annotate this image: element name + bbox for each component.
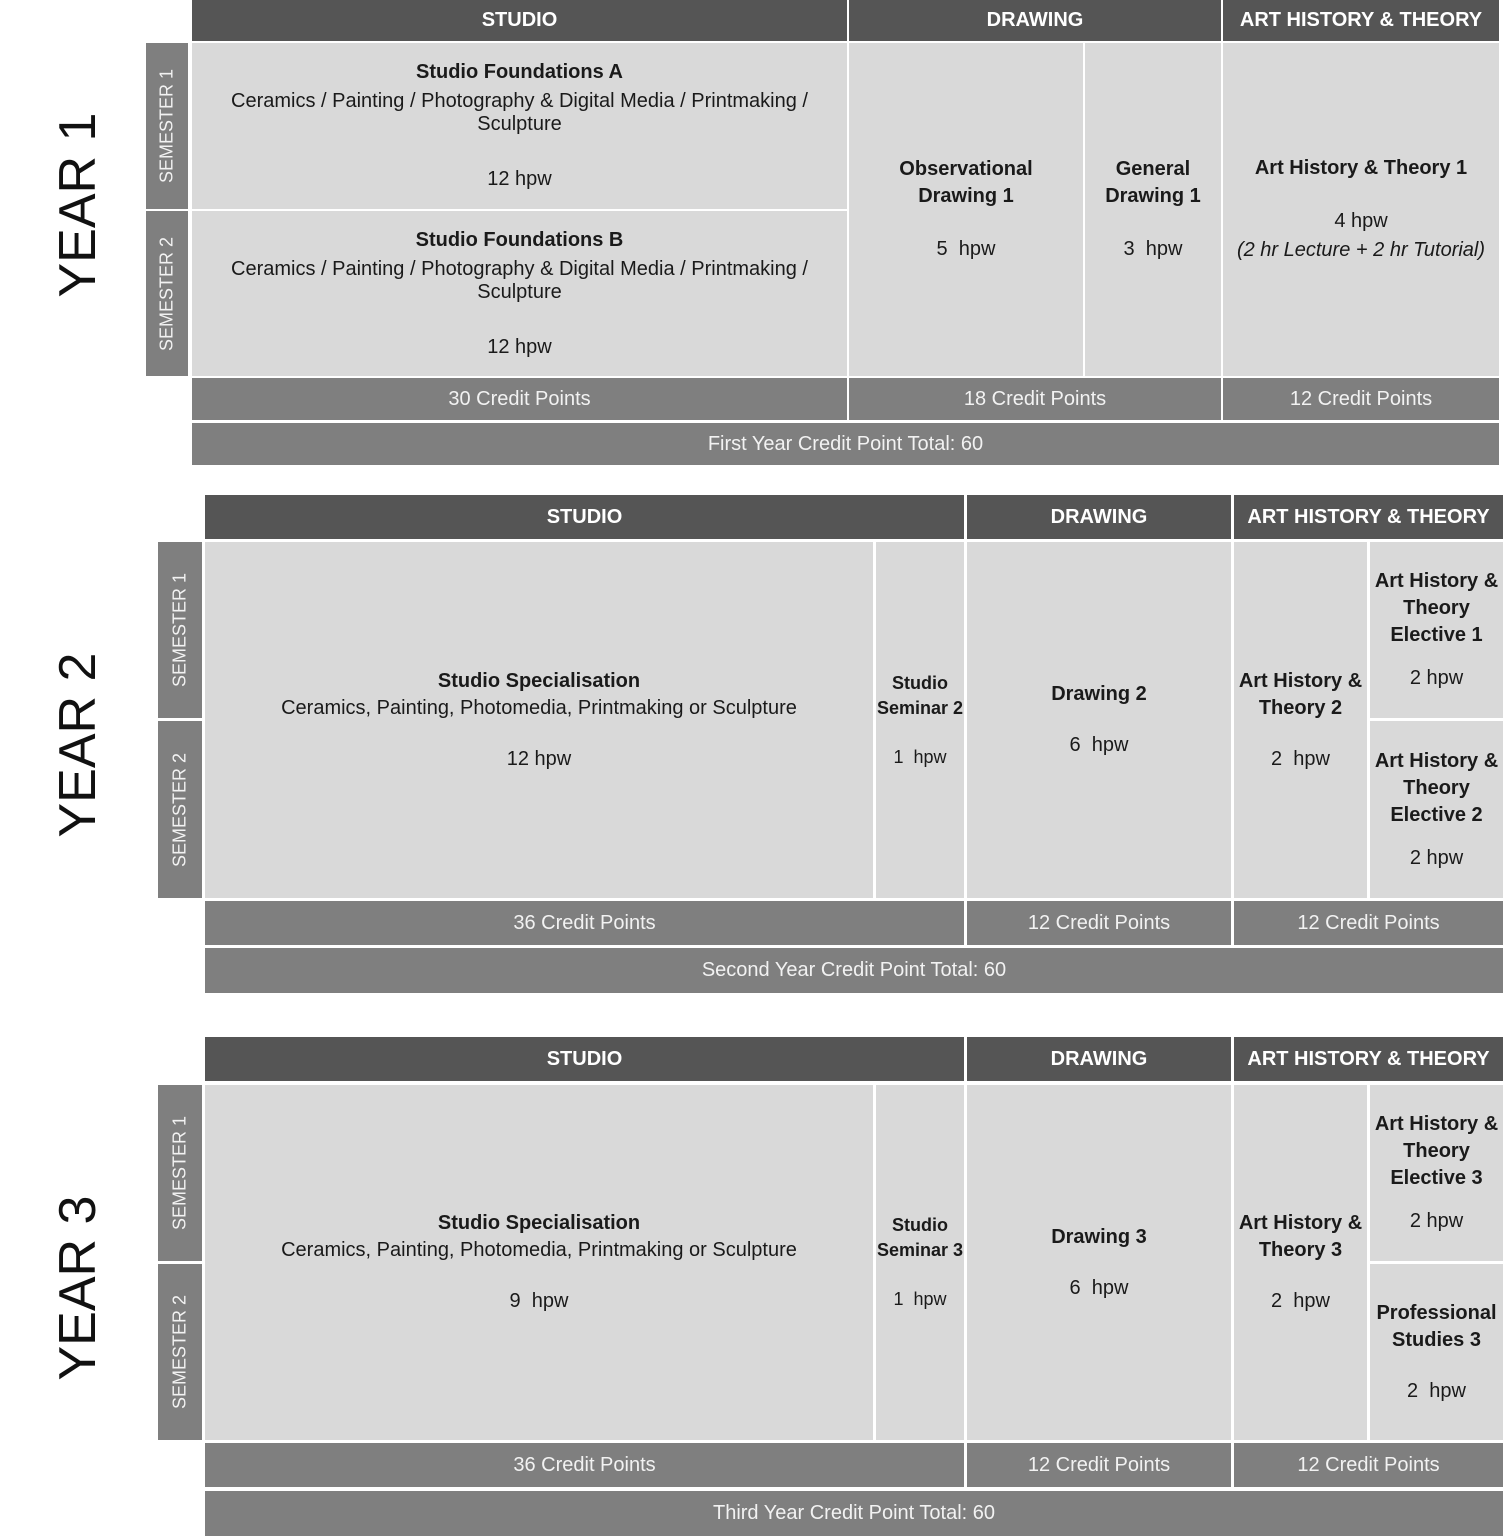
- year-1-header-aht: ART HISTORY & THEORY: [1223, 0, 1499, 41]
- course-title-line-1: Art History &: [1374, 570, 1499, 592]
- course-title-line-2: Seminar 2: [876, 697, 964, 718]
- course-hours: 1 hpw: [893, 746, 947, 767]
- course-title-line-1: Studio: [892, 672, 948, 693]
- course-title-line-1: Art History &: [1238, 669, 1363, 692]
- year-2-semester-2: [158, 721, 202, 898]
- year-2-credit-aht: 12 Credit Points: [1234, 901, 1503, 945]
- year-1-observational-drawing: [849, 43, 1083, 376]
- year-3-label: YEAR 3: [49, 1195, 107, 1381]
- course-title-line-2: Theory 3: [1258, 1239, 1343, 1261]
- year-3-elective-3: [1370, 1085, 1503, 1261]
- year-3-semester-2: [158, 1264, 202, 1440]
- year-2-header-aht: ART HISTORY & THEORY: [1234, 495, 1503, 539]
- course-title-line-1: Art History &: [1238, 1212, 1363, 1234]
- semester-2-label: SEMESTER 2: [156, 236, 177, 351]
- year-1-semester-1: [146, 43, 188, 209]
- course-description: Ceramics, Painting, Photomedia, Printmaking or Sculpture: [281, 696, 797, 719]
- year-2-header-studio: STUDIO: [205, 495, 964, 539]
- year-3-credit-total: Third Year Credit Point Total: 60: [205, 1491, 1503, 1536]
- semester-2-label: SEMESTER 2: [169, 752, 190, 867]
- course-title-line-1: Art History &: [1374, 1113, 1499, 1135]
- course-title-line-2: Theory: [1403, 776, 1470, 799]
- year-1-header-studio: STUDIO: [192, 0, 847, 41]
- year-1-credit-aht: 12 Credit Points: [1223, 378, 1499, 420]
- year-3-credit-studio: 36 Credit Points: [205, 1443, 964, 1487]
- year-3-studio-specialisation: [205, 1085, 873, 1440]
- year-2-label: YEAR 2: [49, 652, 107, 838]
- course-title-line-3: Elective 2: [1390, 803, 1483, 826]
- course-hours: 12 hpw: [506, 747, 572, 770]
- year-2-elective-1: [1370, 542, 1503, 718]
- course-title: Studio Specialisation: [437, 1212, 641, 1234]
- semester-1-label: SEMESTER 1: [169, 572, 190, 688]
- course-description: Ceramics / Painting / Photography & Digital Media / Printmaking / Sculpture: [231, 90, 808, 135]
- course-title-line-2: Seminar 3: [876, 1240, 964, 1260]
- course-title-line-2: Theory: [1403, 1140, 1470, 1162]
- year-3-professional-studies: [1370, 1264, 1503, 1440]
- course-title-line-1: Studio: [892, 1215, 948, 1235]
- year-3-header-aht: ART HISTORY & THEORY: [1234, 1037, 1503, 1081]
- course-title-line-3: Elective 3: [1390, 1167, 1483, 1189]
- year-2-studio-seminar: [876, 542, 964, 898]
- course-hours: 12 hpw: [487, 335, 552, 358]
- course-title-line-2: Theory: [1403, 597, 1470, 619]
- semester-1-label: SEMESTER 1: [169, 1115, 190, 1231]
- year-2-credit-studio: 36 Credit Points: [205, 901, 964, 945]
- course-hours: 1 hpw: [893, 1289, 947, 1309]
- year-2-credit-total: Second Year Credit Point Total: 60: [205, 948, 1503, 993]
- year-3-drawing: [967, 1085, 1231, 1440]
- course-description: Ceramics / Painting / Photography & Digital Media / Printmaking / Sculpture: [231, 257, 808, 303]
- year-1-studio-foundations-a: [192, 43, 847, 209]
- course-description: Ceramics, Painting, Photomedia, Printmaking or Sculpture: [281, 1239, 797, 1261]
- course-title: Studio Foundations B: [415, 228, 624, 251]
- course-hours: 2 hpw: [1271, 747, 1330, 770]
- course-hours: 12 hpw: [487, 168, 552, 190]
- course-hours: 2 hpw: [1407, 1379, 1466, 1402]
- course-title: Art History & Theory 1: [1254, 157, 1468, 179]
- year-1-credit-studio: 30 Credit Points: [192, 378, 847, 420]
- semester-1-label: SEMESTER 1: [156, 68, 177, 184]
- course-title: Drawing 3: [1051, 1225, 1147, 1248]
- year-2-credit-drawing: 12 Credit Points: [967, 901, 1231, 945]
- year-3-credit-aht: 12 Credit Points: [1234, 1443, 1503, 1487]
- course-hours: 6 hpw: [1069, 734, 1129, 756]
- year-3-semester-1: [158, 1085, 202, 1261]
- year-2-header-drawing: DRAWING: [967, 495, 1231, 539]
- course-title-line-1: General: [1115, 158, 1191, 180]
- course-title: Studio Specialisation: [437, 669, 641, 692]
- course-note: (2 hr Lecture + 2 hr Tutorial): [1236, 239, 1486, 261]
- year-1-art-history-theory: [1223, 43, 1499, 376]
- course-title-line-2: Drawing 1: [1105, 185, 1201, 207]
- course-hours: 2 hpw: [1409, 846, 1464, 869]
- course-title: Drawing 2: [1051, 683, 1147, 705]
- year-3-header-studio: STUDIO: [205, 1037, 964, 1081]
- year-2-drawing: [967, 542, 1231, 898]
- course-hours: 9 hpw: [509, 1290, 569, 1312]
- course-hours: 2 hpw: [1271, 1290, 1330, 1312]
- year-2-elective-2: [1370, 721, 1503, 898]
- course-hours: 3 hpw: [1123, 238, 1183, 260]
- year-1-label: YEAR 1: [49, 112, 107, 298]
- course-title-line-2: Drawing 1: [918, 185, 1014, 207]
- course-title-line-1: Art History &: [1374, 749, 1499, 772]
- course-title-line-3: Elective 1: [1390, 624, 1483, 646]
- course-title-line-2: Theory 2: [1258, 696, 1343, 719]
- year-3-studio-seminar: [876, 1085, 964, 1440]
- year-1-semester-2: [146, 211, 188, 376]
- year-2-studio-specialisation: [205, 542, 873, 898]
- year-3-credit-drawing: 12 Credit Points: [967, 1443, 1231, 1487]
- year-1-studio-foundations-b: [192, 211, 847, 376]
- semester-2-label: SEMESTER 2: [169, 1294, 190, 1410]
- year-1-credit-total: First Year Credit Point Total: 60: [192, 423, 1499, 465]
- course-title: Studio Foundations A: [415, 61, 623, 83]
- course-hours: 6 hpw: [1069, 1276, 1129, 1299]
- course-hours: 2 hpw: [1409, 1210, 1464, 1232]
- year-1-header-drawing: DRAWING: [849, 0, 1221, 41]
- year-1-general-drawing: [1085, 43, 1221, 376]
- year-3-art-history-theory: [1234, 1085, 1367, 1440]
- course-title-line-1: Observational: [899, 158, 1033, 180]
- course-hours: 5 hpw: [936, 238, 996, 260]
- course-title-line-2: Studies 3: [1392, 1328, 1481, 1351]
- course-hours: 4 hpw: [1334, 210, 1388, 232]
- year-2-semester-1: [158, 542, 202, 718]
- year-1-credit-drawing: 18 Credit Points: [849, 378, 1221, 420]
- year-2-art-history-theory: [1234, 542, 1367, 898]
- year-3-header-drawing: DRAWING: [967, 1037, 1231, 1081]
- course-title-line-1: Professional: [1376, 1301, 1497, 1324]
- course-hours: 2 hpw: [1409, 667, 1464, 689]
